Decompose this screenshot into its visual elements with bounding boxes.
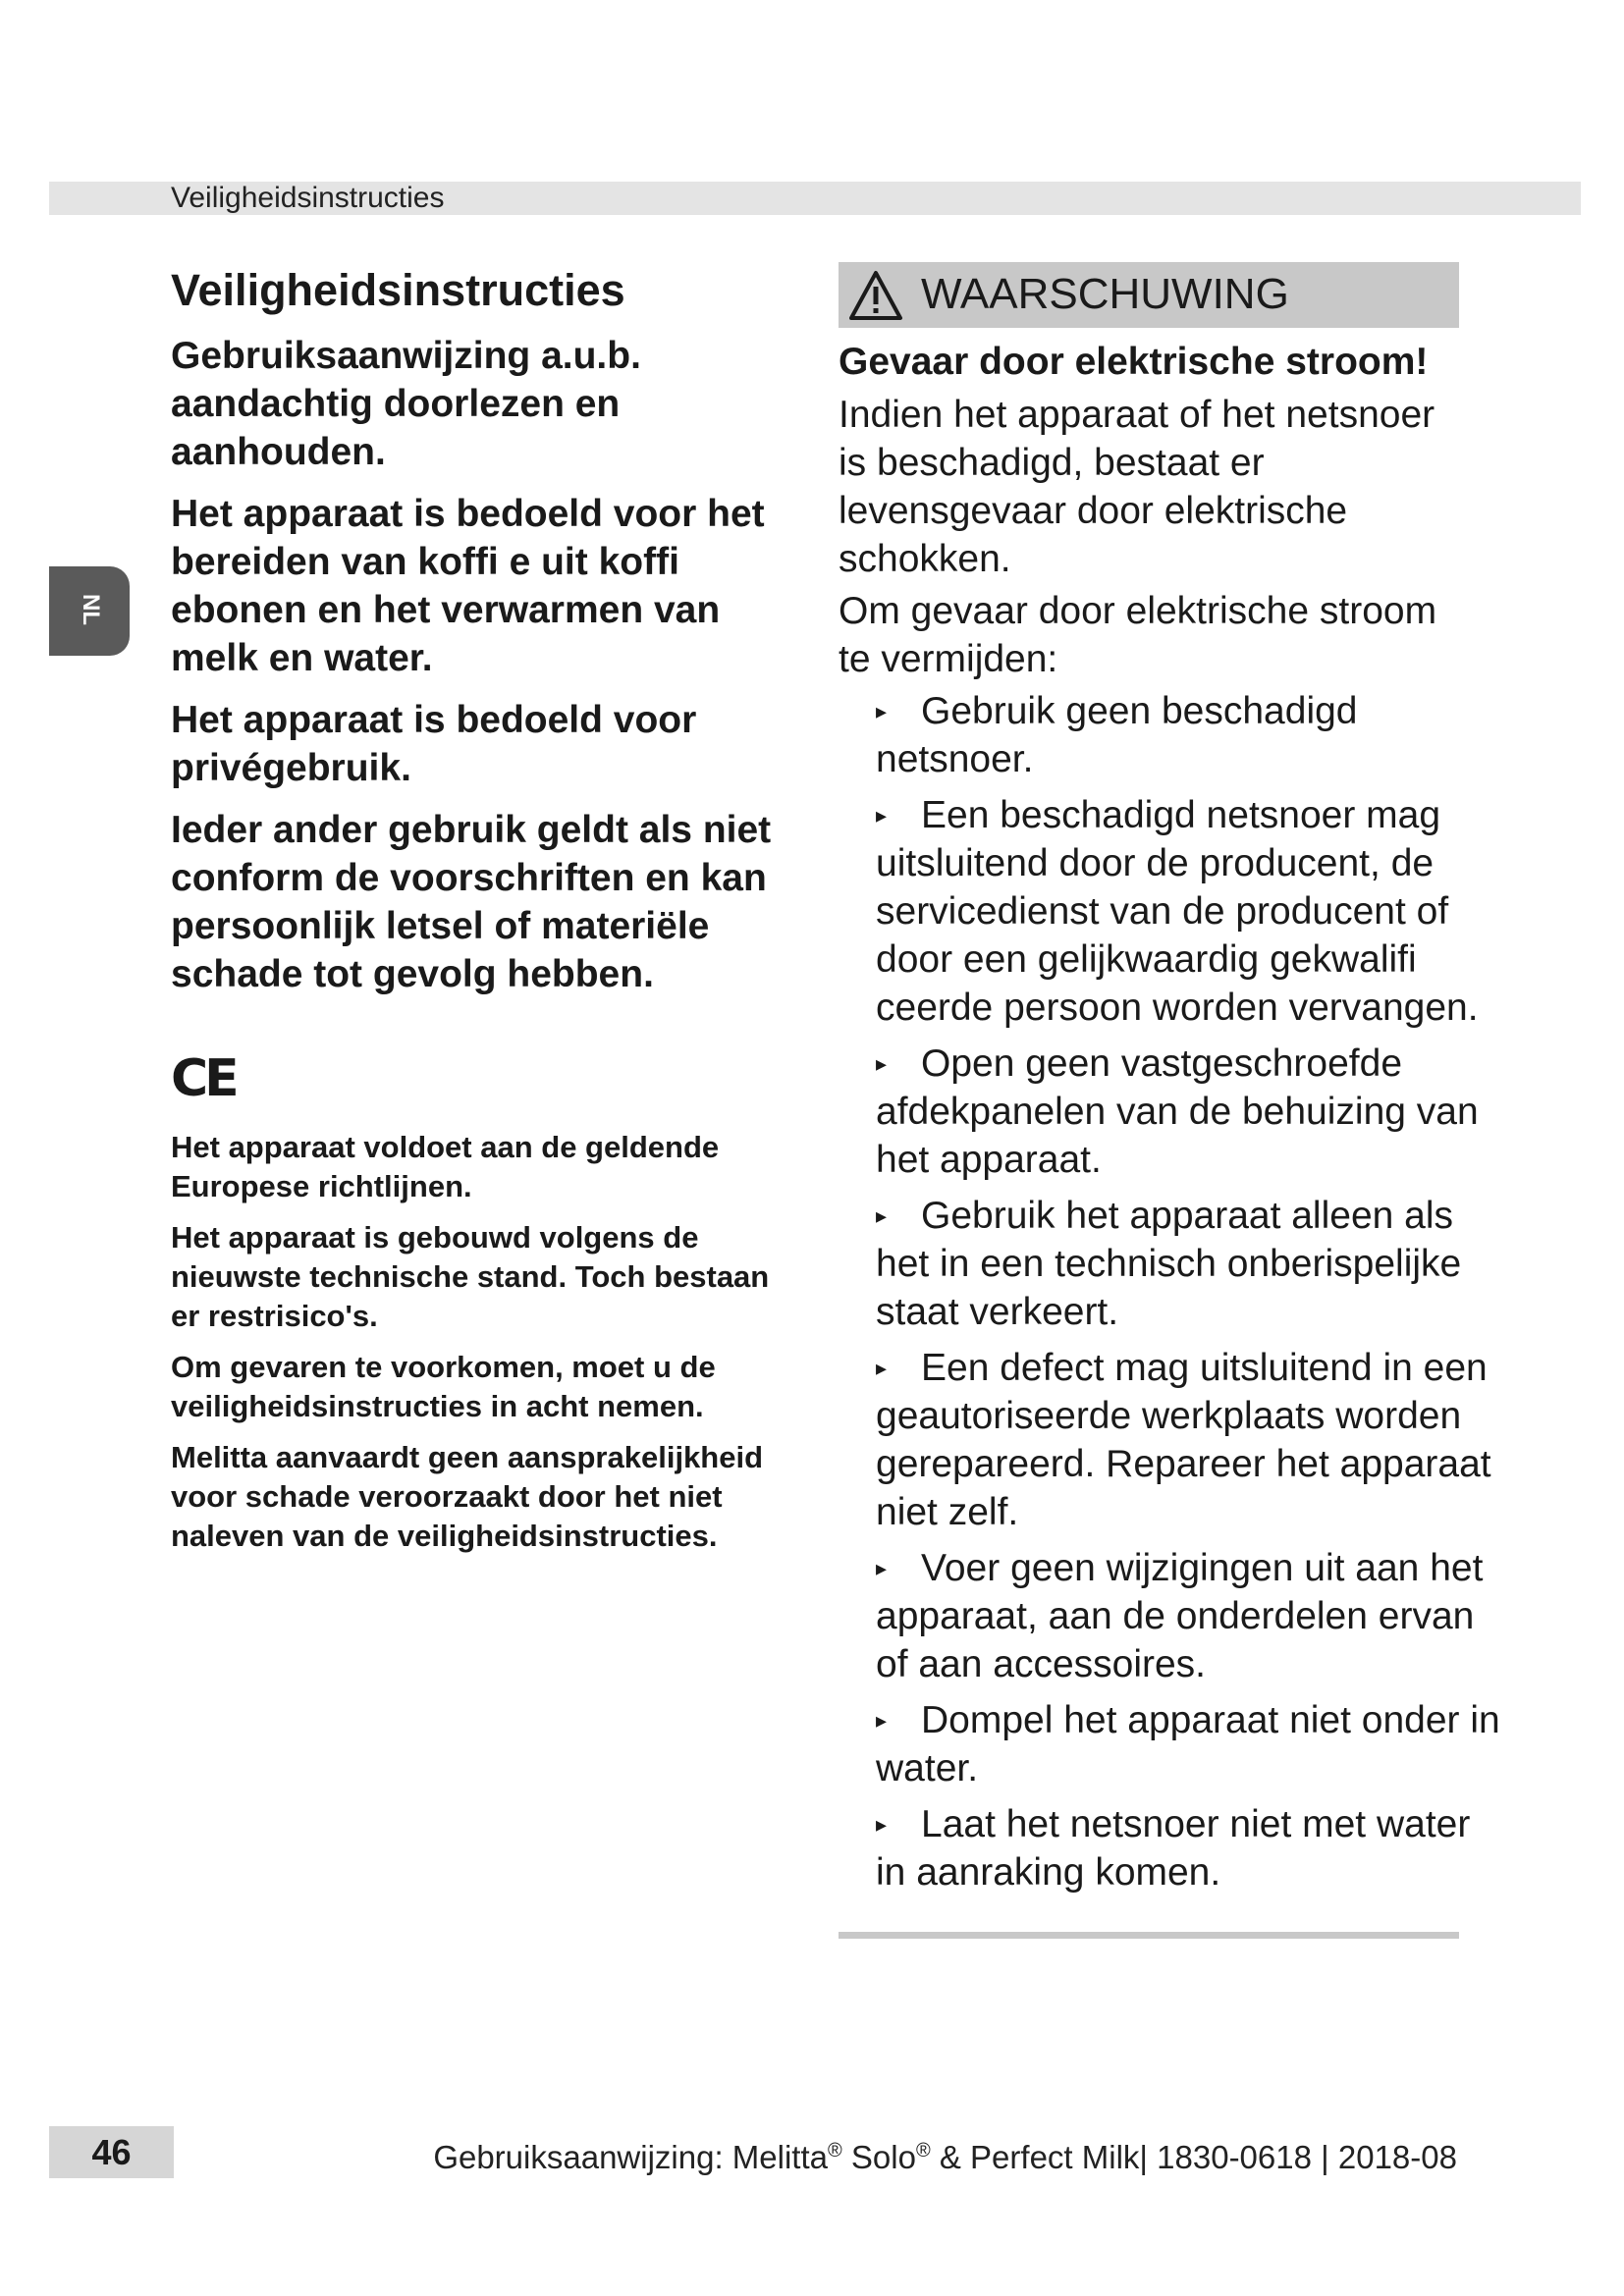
warning-instruction: Om gevaar door elektrische stroom te vermijden: bbox=[839, 590, 1437, 680]
bullet-arrow-icon: ▸ bbox=[876, 699, 888, 723]
list-item: ▸ Laat het netsnoer niet met water in aanraking komen. bbox=[839, 1800, 1506, 1896]
bullet-arrow-icon: ▸ bbox=[876, 1356, 888, 1380]
left-column bbox=[171, 263, 780, 1568]
page-number: 46 bbox=[91, 2132, 132, 2172]
list-item: ▸ Dompel het apparaat niet onder in water. bbox=[839, 1696, 1506, 1792]
footer-text: Gebruiksaanwijzing: Melitta® Solo® & Perfect Milk| 1830-0618 | 2018-08 bbox=[433, 2139, 1457, 2175]
section-header: Veiligheidsinstructies bbox=[171, 182, 445, 214]
list-item: ▸ Voer geen wijzigingen uit aan het apparaat, aan de onderdelen ervan of aan accessoires. bbox=[839, 1544, 1506, 1688]
warning-paragraph: Indien het apparaat of het netsnoer is beschadigd, bestaat er levensgevaar door elektrische schokken. bbox=[839, 394, 1435, 580]
warning-bottom-rule bbox=[839, 1932, 1459, 1939]
intended-use-paragraph: Het apparaat is bedoeld voor het bereiden van koffi e uit koffi ebonen en het verwarmen van melk en water. bbox=[171, 493, 765, 679]
warning-heading: Gevaar door elektrische stroom! bbox=[839, 341, 1429, 383]
intro-paragraph: Gebruiksaanwijzing a.u.b. aandachtig doorlezen en aanhouden. bbox=[171, 335, 641, 473]
bullet-arrow-icon: ▸ bbox=[876, 1051, 888, 1076]
bullet-arrow-icon: ▸ bbox=[876, 1708, 888, 1733]
list-item: ▸ Een defect mag uitsluitend in een geautoriseerde werkplaats worden gerepareerd. Repareer het apparaat niet zelf. bbox=[839, 1344, 1506, 1536]
liability-paragraph: Melitta aanvaardt geen aansprakelijkheid voor schade veroorzaakt door het niet naleven van de veiligheidsinstructies. bbox=[171, 1440, 764, 1553]
misuse-paragraph: Ieder ander gebruik geldt als niet conform de voorschriften en kan persoonlijk letsel of materiële schade tot gevolg hebben. bbox=[171, 809, 772, 995]
eu-directive-paragraph: Het apparaat voldoet aan de geldende Europese richtlijnen. bbox=[171, 1130, 720, 1203]
avoid-danger-paragraph: Om gevaren te voorkomen, moet u de veiligheidsinstructies in acht nemen. bbox=[171, 1350, 716, 1423]
list-item: ▸ Gebruik geen beschadigd netsnoer. bbox=[839, 687, 1506, 783]
list-item: ▸ Open geen vastgeschroefde afdekpanelen van de behuizing van het apparaat. bbox=[839, 1040, 1506, 1184]
warning-label: WAARSCHUWING bbox=[921, 270, 1289, 318]
language-label: NL bbox=[78, 594, 104, 625]
right-column bbox=[839, 338, 1506, 1904]
warning-triangle-icon bbox=[848, 270, 903, 321]
bullet-arrow-icon: ▸ bbox=[876, 1812, 888, 1837]
page-title: Veiligheidsinstructies bbox=[171, 265, 625, 315]
bullet-arrow-icon: ▸ bbox=[876, 803, 888, 828]
bullet-arrow-icon: ▸ bbox=[876, 1203, 888, 1228]
language-tab bbox=[49, 566, 130, 656]
warning-header bbox=[839, 262, 1459, 328]
ce-mark: CE bbox=[171, 1049, 236, 1108]
list-item: ▸ Een beschadigd netsnoer mag uitsluitend door de producent, de servicedienst van de producent of door een gelijkwaardig gekwalifi ceerde persoon worden vervangen. bbox=[839, 791, 1506, 1032]
warning-bullet-list bbox=[839, 687, 1506, 1896]
bullet-arrow-icon: ▸ bbox=[876, 1556, 888, 1580]
private-use-paragraph: Het apparaat is bedoeld voor privégebruik. bbox=[171, 699, 697, 789]
list-item: ▸ Gebruik het apparaat alleen als het in een technisch onberispelijke staat verkeert. bbox=[839, 1192, 1506, 1336]
page-number-box bbox=[49, 2126, 174, 2178]
residual-risk-paragraph: Het apparaat is gebouwd volgens de nieuwste technische stand. Toch bestaan er restrisico's. bbox=[171, 1220, 770, 1333]
